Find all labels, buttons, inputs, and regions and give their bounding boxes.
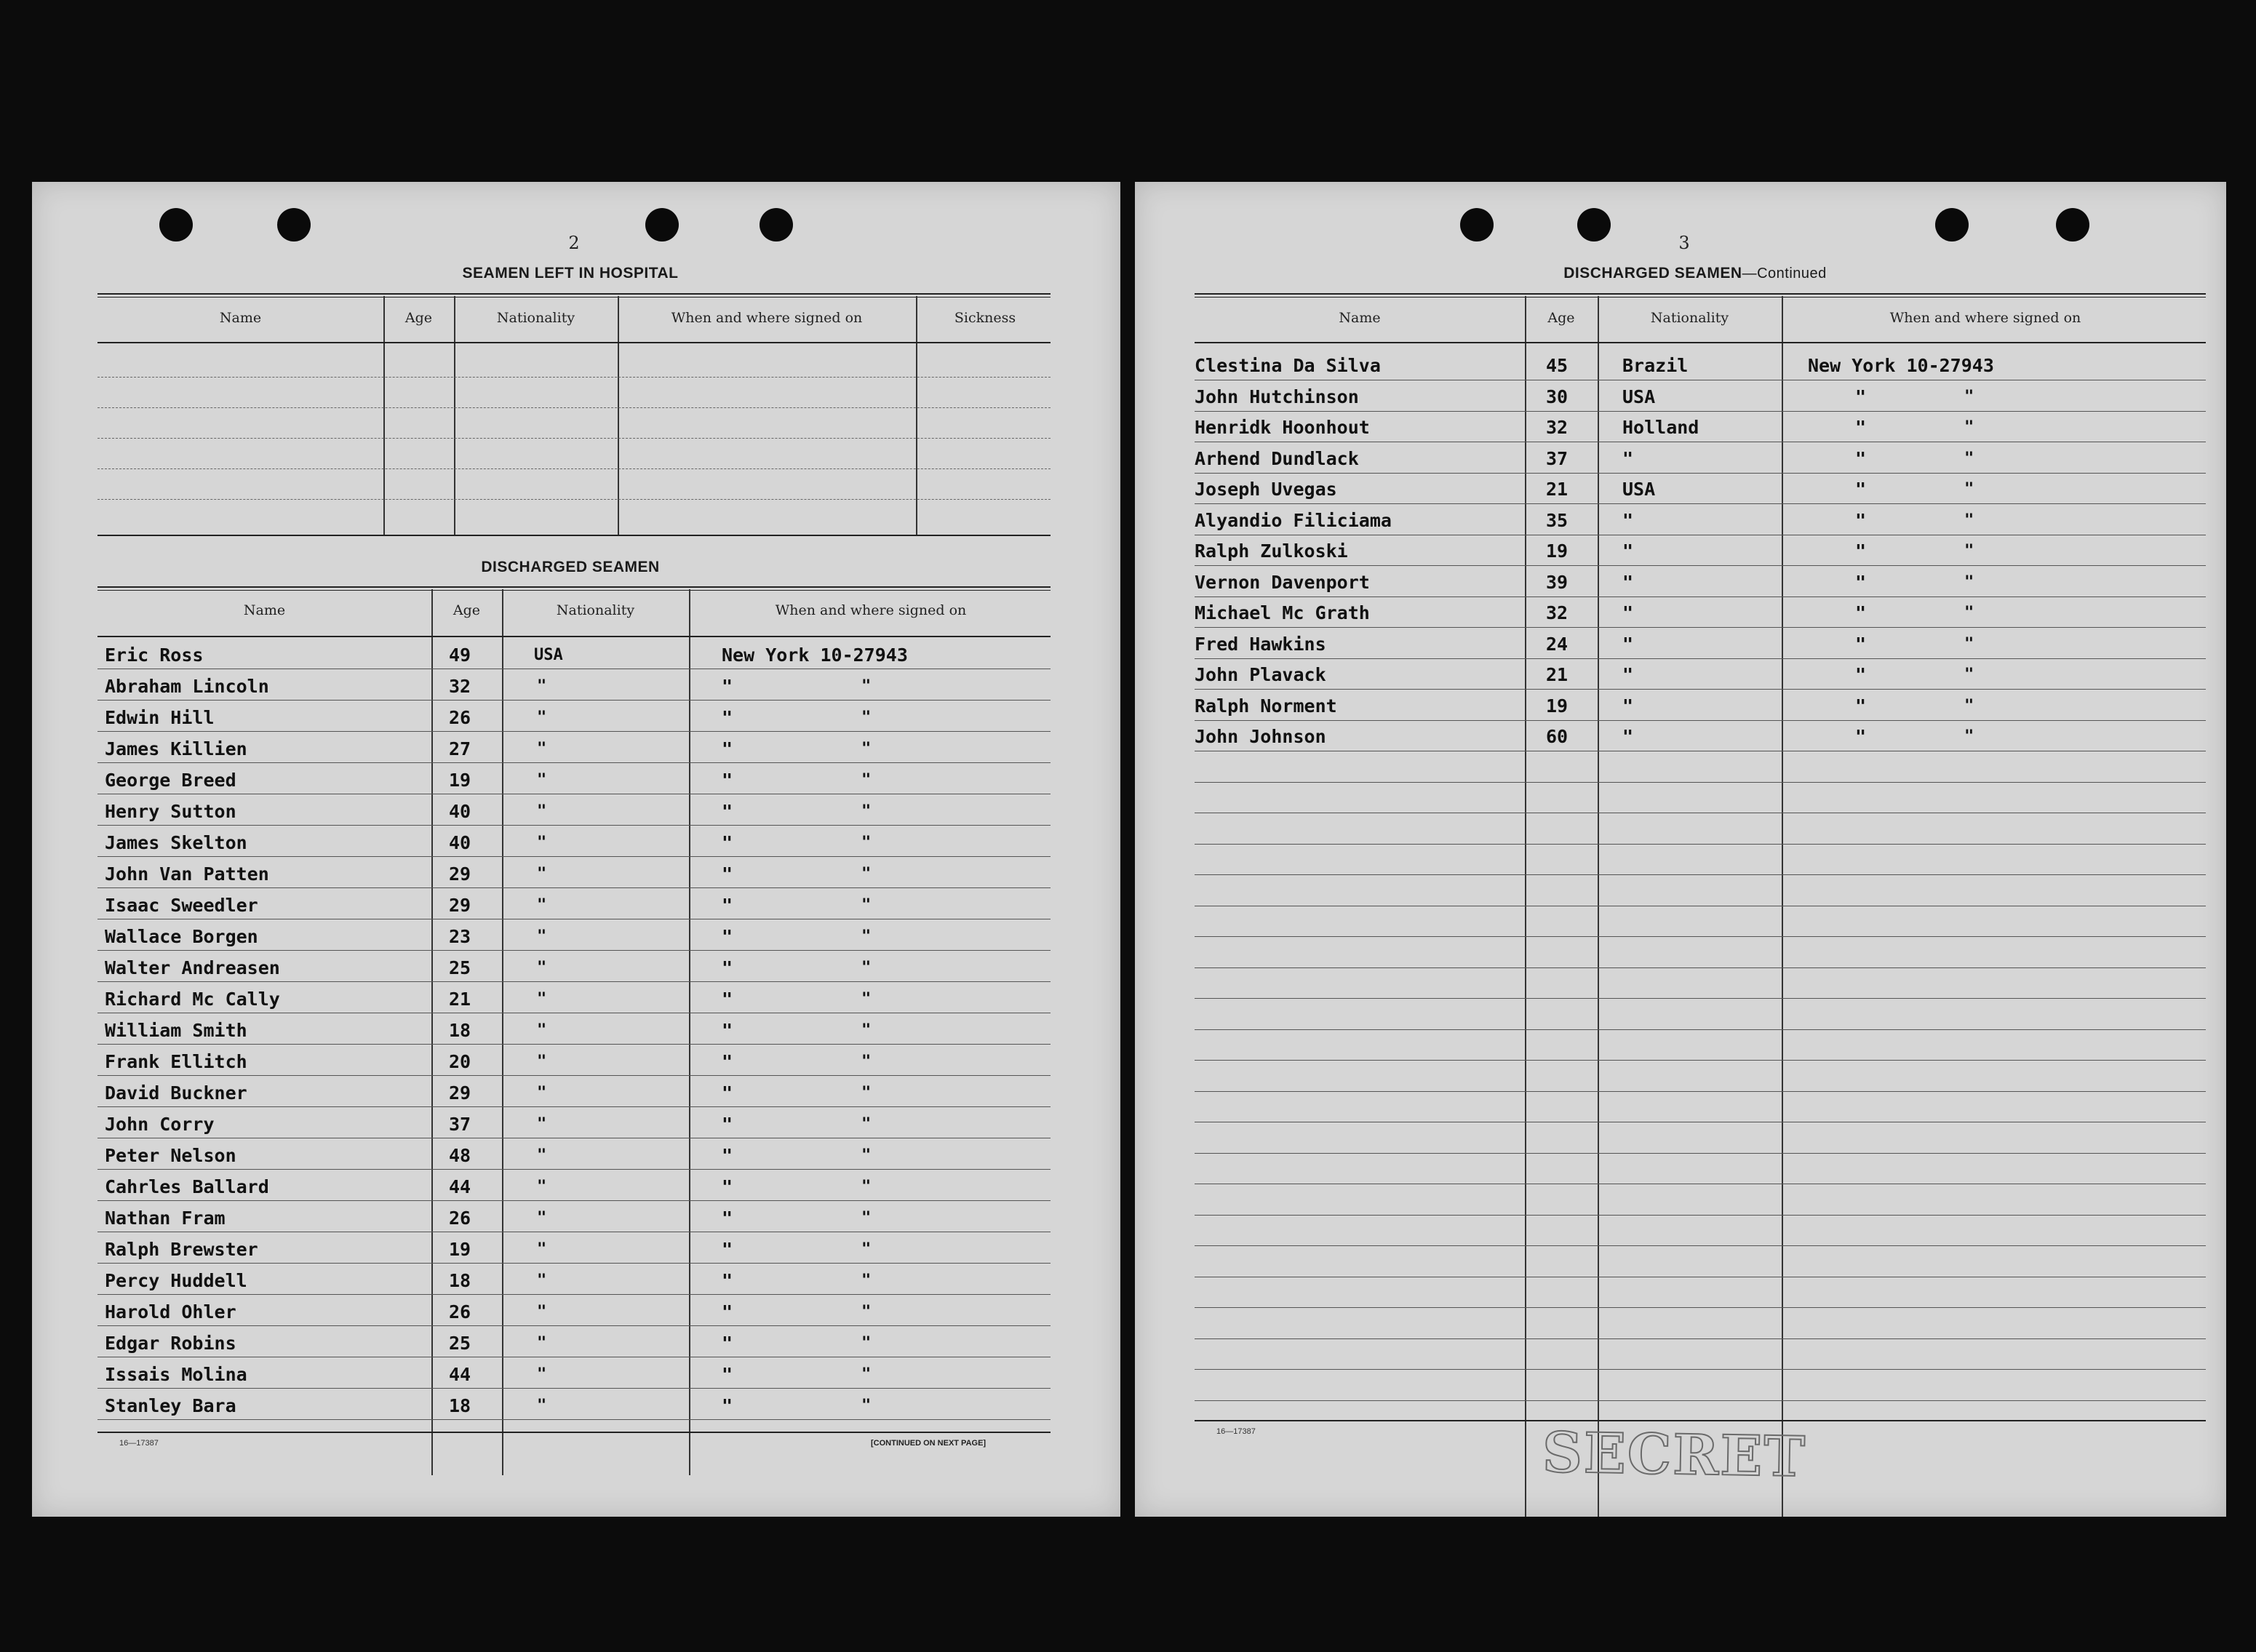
- seaman-nationality: ": [537, 834, 547, 852]
- seaman-nationality: ": [1622, 695, 1634, 717]
- signed-on: ": [1855, 479, 1867, 500]
- row-line: [1195, 627, 2206, 628]
- column-divider: [916, 296, 917, 536]
- seaman-age: 25: [449, 957, 471, 978]
- seaman-nationality: ": [537, 709, 547, 727]
- row-line: [97, 1294, 1051, 1295]
- punch-hole: [1577, 208, 1611, 242]
- seaman-nationality: ": [537, 1084, 547, 1102]
- seaman-age: 32: [1546, 417, 1569, 438]
- seaman-name: Percy Huddell: [105, 1270, 247, 1291]
- seaman-name: Abraham Lincoln: [105, 676, 269, 697]
- signed-on: ": [722, 1239, 733, 1260]
- signed-on: ": [722, 926, 733, 947]
- signed-on-ditto: ": [861, 865, 872, 883]
- row-line: [1195, 473, 2206, 474]
- seaman-name: Edwin Hill: [105, 707, 215, 728]
- punch-hole: [277, 208, 311, 242]
- signed-on-ditto: ": [861, 959, 872, 977]
- discharged-continued-title: DISCHARGED SEAMEN—Continued: [1563, 265, 1827, 282]
- column-divider: [1525, 296, 1526, 1517]
- seaman-age: 18: [449, 1270, 471, 1291]
- seaman-nationality: ": [537, 1146, 547, 1165]
- signed-on-ditto: ": [861, 740, 872, 758]
- signed-on: ": [722, 770, 733, 791]
- continued-note: [CONTINUED ON NEXT PAGE]: [871, 1439, 986, 1448]
- seaman-nationality: ": [1622, 510, 1634, 531]
- column-header: When and where signed on: [775, 602, 967, 618]
- seaman-nationality: ": [1622, 634, 1634, 655]
- column-header: Nationality: [1650, 310, 1729, 326]
- seaman-age: 25: [449, 1333, 471, 1354]
- signed-on-ditto: ": [1964, 450, 1974, 468]
- seaman-name: Arhend Dundlack: [1195, 448, 1359, 469]
- signed-on: ": [722, 957, 733, 978]
- row-line: [97, 1388, 1051, 1389]
- row-line: [97, 1106, 1051, 1107]
- signed-on: ": [722, 707, 733, 728]
- signed-on-ditto: ": [861, 1146, 872, 1165]
- row-line: [97, 407, 1051, 408]
- signed-on-ditto: ": [861, 802, 872, 821]
- seaman-age: 44: [449, 1176, 471, 1197]
- seaman-name: John Hutchinson: [1195, 386, 1359, 407]
- signed-on: ": [722, 676, 733, 697]
- seaman-nationality: ": [537, 677, 547, 695]
- seaman-nationality: ": [537, 1021, 547, 1040]
- seaman-age: 44: [449, 1364, 471, 1385]
- row-line: [1195, 1400, 2206, 1401]
- seaman-age: 37: [449, 1114, 471, 1135]
- column-divider: [618, 296, 619, 536]
- signed-on: ": [1855, 448, 1867, 469]
- signed-on: ": [722, 801, 733, 822]
- signed-on: ": [722, 863, 733, 885]
- seaman-name: Michael Mc Grath: [1195, 602, 1370, 623]
- seaman-age: 45: [1546, 355, 1569, 376]
- seaman-age: 49: [449, 645, 471, 666]
- column-header: Sickness: [954, 310, 1016, 326]
- seaman-name: Wallace Borgen: [105, 926, 258, 947]
- seaman-name: John Van Patten: [105, 863, 269, 885]
- row-line: [1195, 967, 2206, 968]
- row-line: [1195, 1029, 2206, 1030]
- seaman-name: William Smith: [105, 1020, 247, 1041]
- signed-on-ditto: ": [1964, 542, 1974, 560]
- table-rule: [97, 342, 1051, 343]
- punch-hole: [2056, 208, 2089, 242]
- row-line: [97, 468, 1051, 469]
- row-line: [97, 700, 1051, 701]
- seaman-nationality: ": [537, 771, 547, 789]
- form-number: 16—17387: [119, 1439, 159, 1448]
- signed-on: ": [722, 1208, 733, 1229]
- signed-on-ditto: ": [1964, 727, 1974, 746]
- seaman-name: Isaac Sweedler: [105, 895, 258, 916]
- seaman-age: 21: [1546, 664, 1569, 685]
- column-header: Age: [1547, 310, 1575, 326]
- punch-hole: [1460, 208, 1494, 242]
- column-header: Name: [1339, 310, 1381, 326]
- signed-on-ditto: ": [861, 1178, 872, 1196]
- left-page: [32, 182, 1120, 1517]
- column-header: When and where signed on: [671, 310, 863, 326]
- seaman-name: Clestina Da Silva: [1195, 355, 1381, 376]
- seaman-age: 18: [449, 1020, 471, 1041]
- row-line: [97, 438, 1051, 439]
- signed-on-ditto: ": [861, 1303, 872, 1321]
- signed-on-ditto: ": [861, 1021, 872, 1040]
- seaman-nationality: USA: [1622, 479, 1656, 500]
- signed-on-ditto: ": [861, 1272, 872, 1290]
- row-line: [1195, 782, 2206, 783]
- signed-on: ": [1855, 386, 1867, 407]
- signed-on: ": [722, 1364, 733, 1385]
- signed-on: ": [722, 1176, 733, 1197]
- seaman-age: 21: [449, 989, 471, 1010]
- seaman-nationality: ": [537, 959, 547, 977]
- column-divider: [383, 296, 385, 536]
- signed-on-ditto: ": [861, 1115, 872, 1133]
- row-line: [1195, 565, 2206, 566]
- seaman-age: 26: [449, 707, 471, 728]
- row-line: [97, 887, 1051, 888]
- seaman-nationality: ": [537, 1115, 547, 1133]
- seaman-nationality: ": [537, 1365, 547, 1384]
- signed-on: ": [1855, 540, 1867, 562]
- signed-on-ditto: ": [861, 1240, 872, 1258]
- seaman-nationality: ": [1622, 664, 1634, 685]
- signed-on: ": [1855, 572, 1867, 593]
- signed-on: ": [722, 1020, 733, 1041]
- signed-on-ditto: ": [861, 927, 872, 946]
- row-line: [97, 377, 1051, 378]
- column-header: Age: [404, 310, 433, 326]
- seaman-name: John Corry: [105, 1114, 215, 1135]
- signed-on-ditto: ": [861, 771, 872, 789]
- seaman-name: Fred Hawkins: [1195, 634, 1326, 655]
- seaman-name: Nathan Fram: [105, 1208, 226, 1229]
- row-line: [1195, 1215, 2206, 1216]
- page-number: 3: [1678, 233, 1690, 253]
- signed-on: ": [1855, 695, 1867, 717]
- signed-on: ": [722, 989, 733, 1010]
- signed-on-ditto: ": [861, 1334, 872, 1352]
- seaman-name: Eric Ross: [105, 645, 204, 666]
- seaman-age: 26: [449, 1301, 471, 1322]
- seaman-age: 39: [1546, 572, 1569, 593]
- row-line: [1195, 874, 2206, 875]
- seaman-age: 30: [1546, 386, 1569, 407]
- seaman-name: James Killien: [105, 738, 247, 759]
- seaman-name: Ralph Norment: [1195, 695, 1337, 717]
- seaman-age: 40: [449, 801, 471, 822]
- signed-on-ditto: ": [861, 677, 872, 695]
- column-divider: [689, 589, 690, 1475]
- row-line: [97, 856, 1051, 857]
- row-line: [97, 1419, 1051, 1420]
- signed-on: ": [722, 738, 733, 759]
- seaman-age: 24: [1546, 634, 1569, 655]
- seaman-age: 29: [449, 1082, 471, 1104]
- seaman-name: John Plavack: [1195, 664, 1326, 685]
- seaman-nationality: ": [1622, 602, 1634, 623]
- seaman-name: George Breed: [105, 770, 236, 791]
- row-line: [1195, 503, 2206, 504]
- table-rule: [1195, 1420, 2206, 1421]
- column-header: Name: [243, 602, 286, 618]
- row-line: [1195, 1338, 2206, 1339]
- seaman-name: Henry Sutton: [105, 801, 236, 822]
- signed-on-ditto: ": [1964, 635, 1974, 653]
- seaman-name: Frank Ellitch: [105, 1051, 247, 1072]
- signed-on: ": [1855, 510, 1867, 531]
- seaman-nationality: ": [537, 865, 547, 883]
- seaman-age: 19: [1546, 540, 1569, 562]
- row-line: [1195, 720, 2206, 721]
- column-header: Age: [453, 602, 481, 618]
- column-header: Nationality: [496, 310, 575, 326]
- seaman-name: Joseph Uvegas: [1195, 479, 1337, 500]
- seaman-age: 23: [449, 926, 471, 947]
- seaman-name: Stanley Bara: [105, 1395, 236, 1416]
- seaman-nationality: ": [537, 802, 547, 821]
- signed-on: ": [722, 832, 733, 853]
- discharged-section-title: DISCHARGED SEAMEN: [481, 559, 660, 575]
- row-line: [1195, 689, 2206, 690]
- signed-on: ": [722, 1145, 733, 1166]
- signed-on: ": [722, 1395, 733, 1416]
- seaman-nationality: USA: [534, 646, 563, 664]
- right-page: [1135, 182, 2226, 1517]
- signed-on-ditto: ": [1964, 573, 1974, 591]
- row-line: [1195, 1307, 2206, 1308]
- signed-on: New York 10-27943: [1808, 355, 1994, 376]
- signed-on-ditto: ": [861, 709, 872, 727]
- row-line: [1195, 411, 2206, 412]
- seaman-nationality: ": [1622, 448, 1634, 469]
- seaman-age: 26: [449, 1208, 471, 1229]
- seaman-nationality: USA: [1622, 386, 1656, 407]
- table-rule: [97, 636, 1051, 637]
- seaman-name: John Johnson: [1195, 726, 1326, 747]
- signed-on-ditto: ": [1964, 480, 1974, 498]
- signed-on: ": [722, 1082, 733, 1104]
- table-rule: [97, 535, 1051, 536]
- row-line: [1195, 658, 2206, 659]
- seaman-nationality: ": [1622, 572, 1634, 593]
- seaman-nationality: Brazil: [1622, 355, 1689, 376]
- row-line: [97, 1200, 1051, 1201]
- seaman-name: James Skelton: [105, 832, 247, 853]
- hospital-section-title: SEAMEN LEFT IN HOSPITAL: [462, 265, 679, 282]
- punch-hole: [1935, 208, 1969, 242]
- seaman-nationality: ": [537, 1272, 547, 1290]
- signed-on: ": [1855, 634, 1867, 655]
- punch-hole: [760, 208, 793, 242]
- seaman-nationality: ": [537, 1178, 547, 1196]
- seaman-nationality: ": [537, 1053, 547, 1071]
- seaman-name: Walter Andreasen: [105, 957, 280, 978]
- seaman-nationality: ": [537, 927, 547, 946]
- signed-on-ditto: ": [861, 1209, 872, 1227]
- seaman-nationality: ": [537, 1240, 547, 1258]
- signed-on-ditto: ": [861, 834, 872, 852]
- signed-on: ": [722, 1270, 733, 1291]
- seaman-name: Henridk Hoonhout: [1195, 417, 1370, 438]
- seaman-age: 27: [449, 738, 471, 759]
- form-number: 16—17387: [1216, 1427, 1256, 1436]
- signed-on: ": [1855, 417, 1867, 438]
- seaman-name: Ralph Zulkoski: [1195, 540, 1348, 562]
- seaman-nationality: ": [537, 1334, 547, 1352]
- table-rule: [97, 586, 1051, 591]
- seaman-nationality: ": [537, 896, 547, 914]
- signed-on: ": [722, 1333, 733, 1354]
- seaman-age: 48: [449, 1145, 471, 1166]
- column-divider: [1598, 296, 1599, 1517]
- seaman-age: 29: [449, 863, 471, 885]
- punch-hole: [645, 208, 679, 242]
- row-line: [1195, 1369, 2206, 1370]
- column-divider: [1782, 296, 1783, 1517]
- signed-on-ditto: ": [861, 1397, 872, 1415]
- signed-on-ditto: ": [861, 1053, 872, 1071]
- column-divider: [431, 589, 433, 1475]
- seaman-nationality: ": [537, 1209, 547, 1227]
- signed-on-ditto: ": [861, 1084, 872, 1102]
- seaman-age: 32: [449, 676, 471, 697]
- column-header: When and where signed on: [1889, 310, 2081, 326]
- seaman-age: 40: [449, 832, 471, 853]
- signed-on-ditto: ": [861, 990, 872, 1008]
- signed-on-ditto: ": [1964, 666, 1974, 684]
- signed-on: ": [722, 1051, 733, 1072]
- seaman-age: 35: [1546, 510, 1569, 531]
- seaman-name: Harold Ohler: [105, 1301, 236, 1322]
- row-line: [97, 981, 1051, 982]
- signed-on: ": [722, 895, 733, 916]
- seaman-name: Vernon Davenport: [1195, 572, 1370, 593]
- row-line: [1195, 998, 2206, 999]
- seaman-nationality: ": [1622, 540, 1634, 562]
- row-line: [97, 1169, 1051, 1170]
- signed-on-ditto: ": [1964, 697, 1974, 715]
- row-line: [97, 950, 1051, 951]
- seaman-name: Peter Nelson: [105, 1145, 236, 1166]
- seaman-name: Cahrles Ballard: [105, 1176, 269, 1197]
- table-rule: [1195, 293, 2206, 298]
- signed-on-ditto: ": [1964, 604, 1974, 622]
- row-line: [97, 1044, 1051, 1045]
- seaman-nationality: Holland: [1622, 417, 1699, 438]
- row-line: [97, 1075, 1051, 1076]
- seaman-name: Issais Molina: [105, 1364, 247, 1385]
- seaman-name: Ralph Brewster: [105, 1239, 258, 1260]
- signed-on-ditto: ": [1964, 511, 1974, 530]
- row-line: [97, 1263, 1051, 1264]
- column-divider: [502, 589, 503, 1475]
- seaman-age: 19: [449, 1239, 471, 1260]
- seaman-age: 32: [1546, 602, 1569, 623]
- row-line: [97, 1325, 1051, 1326]
- seaman-name: David Buckner: [105, 1082, 247, 1104]
- table-rule: [97, 293, 1051, 298]
- column-header: Nationality: [556, 602, 635, 618]
- seaman-age: 19: [449, 770, 471, 791]
- seaman-nationality: ": [1622, 726, 1634, 747]
- row-line: [1195, 596, 2206, 597]
- signed-on: New York 10-27943: [722, 645, 908, 666]
- seaman-age: 20: [449, 1051, 471, 1072]
- signed-on: ": [1855, 726, 1867, 747]
- seaman-name: Alyandio Filiciama: [1195, 510, 1392, 531]
- row-line: [1195, 844, 2206, 845]
- seaman-age: 37: [1546, 448, 1569, 469]
- row-line: [97, 499, 1051, 500]
- row-line: [1195, 936, 2206, 937]
- signed-on-ditto: ": [1964, 388, 1974, 406]
- seaman-age: 60: [1546, 726, 1569, 747]
- signed-on: ": [722, 1114, 733, 1135]
- seaman-age: 29: [449, 895, 471, 916]
- seaman-name: Edgar Robins: [105, 1333, 236, 1354]
- signed-on: ": [1855, 602, 1867, 623]
- row-line: [97, 825, 1051, 826]
- seaman-nationality: ": [537, 990, 547, 1008]
- column-header: Name: [219, 310, 262, 326]
- signed-on: ": [722, 1301, 733, 1322]
- row-line: [1195, 1245, 2206, 1246]
- row-line: [1195, 1091, 2206, 1092]
- secret-stamp: SECRET: [1542, 1419, 1807, 1490]
- row-line: [1195, 1153, 2206, 1154]
- seaman-age: 18: [449, 1395, 471, 1416]
- seaman-nationality: ": [537, 1303, 547, 1321]
- signed-on-ditto: ": [861, 1365, 872, 1384]
- signed-on-ditto: ": [861, 896, 872, 914]
- seaman-name: Richard Mc Cally: [105, 989, 280, 1010]
- signed-on: ": [1855, 664, 1867, 685]
- seaman-age: 19: [1546, 695, 1569, 717]
- signed-on-ditto: ": [1964, 418, 1974, 436]
- seaman-age: 21: [1546, 479, 1569, 500]
- seaman-nationality: ": [537, 740, 547, 758]
- table-rule: [97, 1432, 1051, 1433]
- seaman-nationality: ": [537, 1397, 547, 1415]
- table-rule: [1195, 342, 2206, 343]
- column-divider: [454, 296, 455, 536]
- row-line: [1195, 1060, 2206, 1061]
- punch-hole: [159, 208, 193, 242]
- row-line: [97, 762, 1051, 763]
- row-line: [97, 731, 1051, 732]
- page-number: 2: [568, 233, 580, 253]
